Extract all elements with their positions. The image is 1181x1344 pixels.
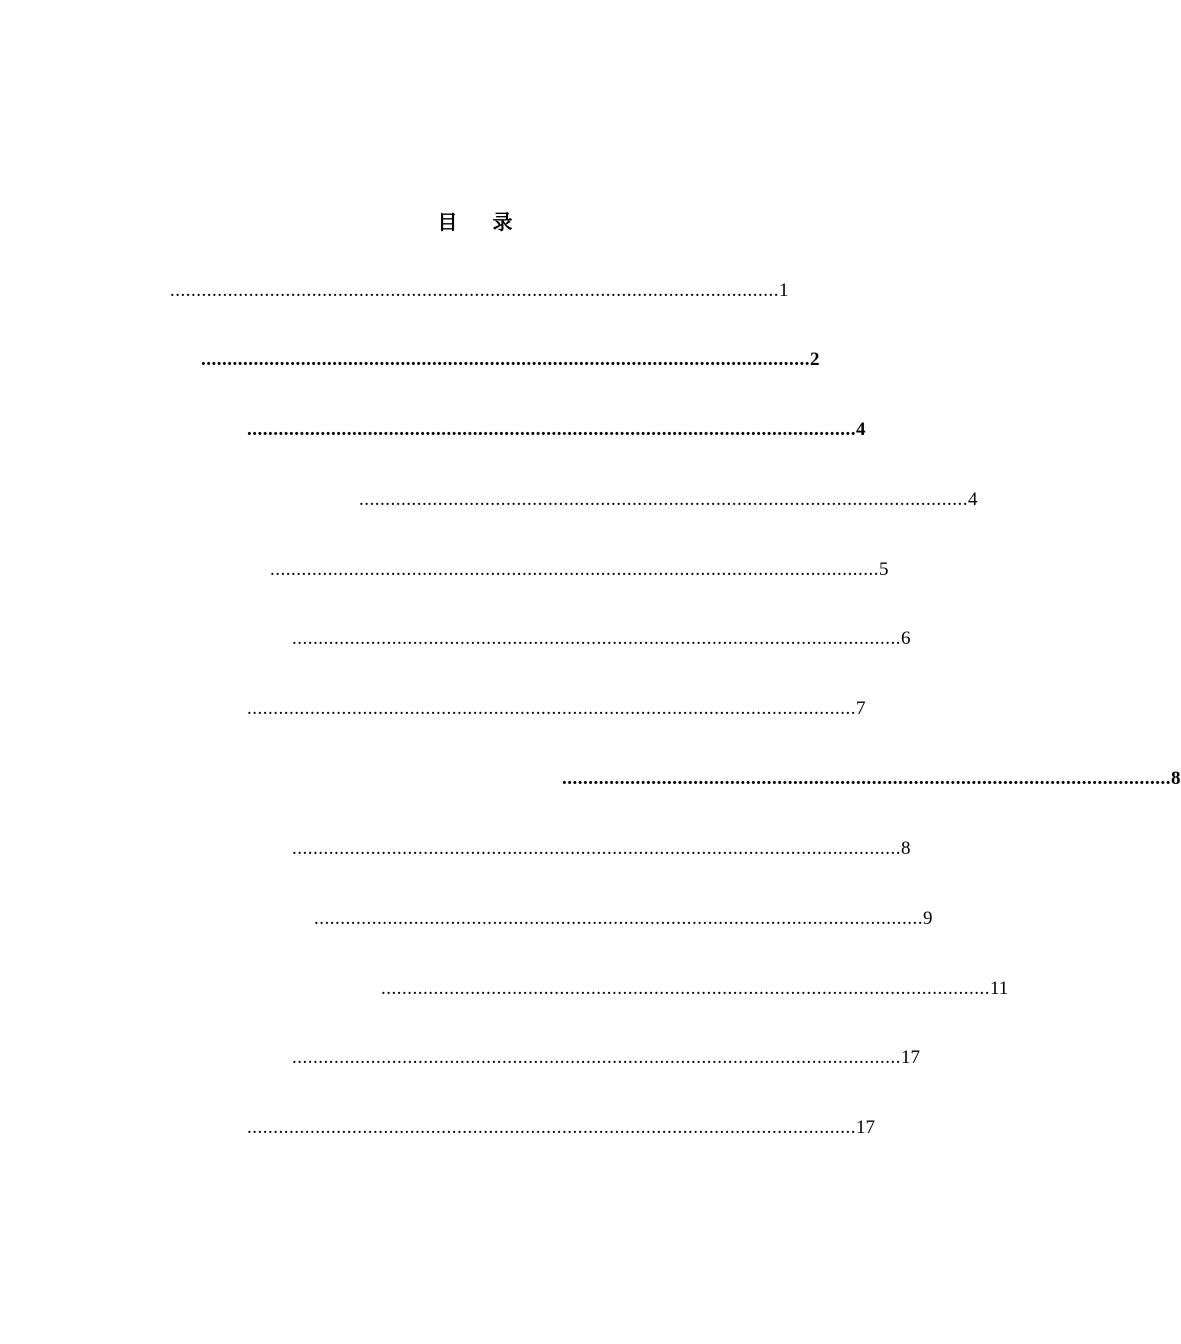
toc-page-number: 2 bbox=[810, 349, 820, 370]
toc-entry[interactable] bbox=[292, 837, 911, 861]
toc-entry[interactable] bbox=[247, 1116, 875, 1140]
toc-leader-dots: .................................................................................................................... bbox=[247, 419, 856, 440]
toc-entry[interactable] bbox=[201, 348, 820, 372]
toc-page-number: 7 bbox=[856, 698, 866, 719]
toc-leader-dots: .................................................................................................................... bbox=[201, 349, 810, 370]
toc-entry[interactable] bbox=[270, 558, 889, 582]
toc-page-number: 11 bbox=[990, 978, 1009, 999]
toc-leader-dots: .................................................................................................................... bbox=[381, 978, 990, 999]
toc-leader-dots: .................................................................................................................... bbox=[562, 768, 1171, 789]
toc-entry[interactable] bbox=[247, 697, 866, 721]
toc-entry[interactable] bbox=[562, 767, 1181, 791]
toc-page-number: 8 bbox=[1171, 768, 1181, 789]
toc-page-number: 17 bbox=[901, 1047, 920, 1068]
toc-title: 目 录 bbox=[437, 210, 527, 234]
toc-leader-dots: .................................................................................................................... bbox=[170, 280, 779, 301]
toc-page-number: 6 bbox=[901, 628, 911, 649]
toc-leader-dots: .................................................................................................................... bbox=[292, 628, 901, 649]
toc-page-number: 1 bbox=[779, 280, 789, 301]
toc-leader-dots: .................................................................................................................... bbox=[359, 489, 968, 510]
toc-leader-dots: .................................................................................................................... bbox=[270, 559, 879, 580]
toc-entry[interactable] bbox=[170, 279, 787, 303]
toc-entry[interactable] bbox=[359, 488, 978, 512]
toc-leader-dots: .................................................................................................................... bbox=[292, 838, 901, 859]
toc-leader-dots: .................................................................................................................... bbox=[247, 1117, 856, 1138]
toc-page-number: 8 bbox=[901, 838, 911, 859]
toc-entry[interactable] bbox=[381, 977, 1009, 1001]
toc-page-number: 17 bbox=[856, 1117, 875, 1138]
toc-page-number: 9 bbox=[923, 908, 933, 929]
toc-page-number: 4 bbox=[856, 419, 866, 440]
toc-entry[interactable] bbox=[292, 627, 911, 651]
toc-page-number: 4 bbox=[968, 489, 978, 510]
toc-leader-dots: .................................................................................................................... bbox=[247, 698, 856, 719]
toc-page-number: 5 bbox=[879, 559, 889, 580]
toc-entry[interactable] bbox=[292, 1046, 920, 1070]
toc-entry[interactable] bbox=[314, 907, 933, 931]
toc-leader-dots: .................................................................................................................... bbox=[314, 908, 923, 929]
toc-entry[interactable] bbox=[247, 418, 866, 442]
toc-leader-dots: .................................................................................................................... bbox=[292, 1047, 901, 1068]
